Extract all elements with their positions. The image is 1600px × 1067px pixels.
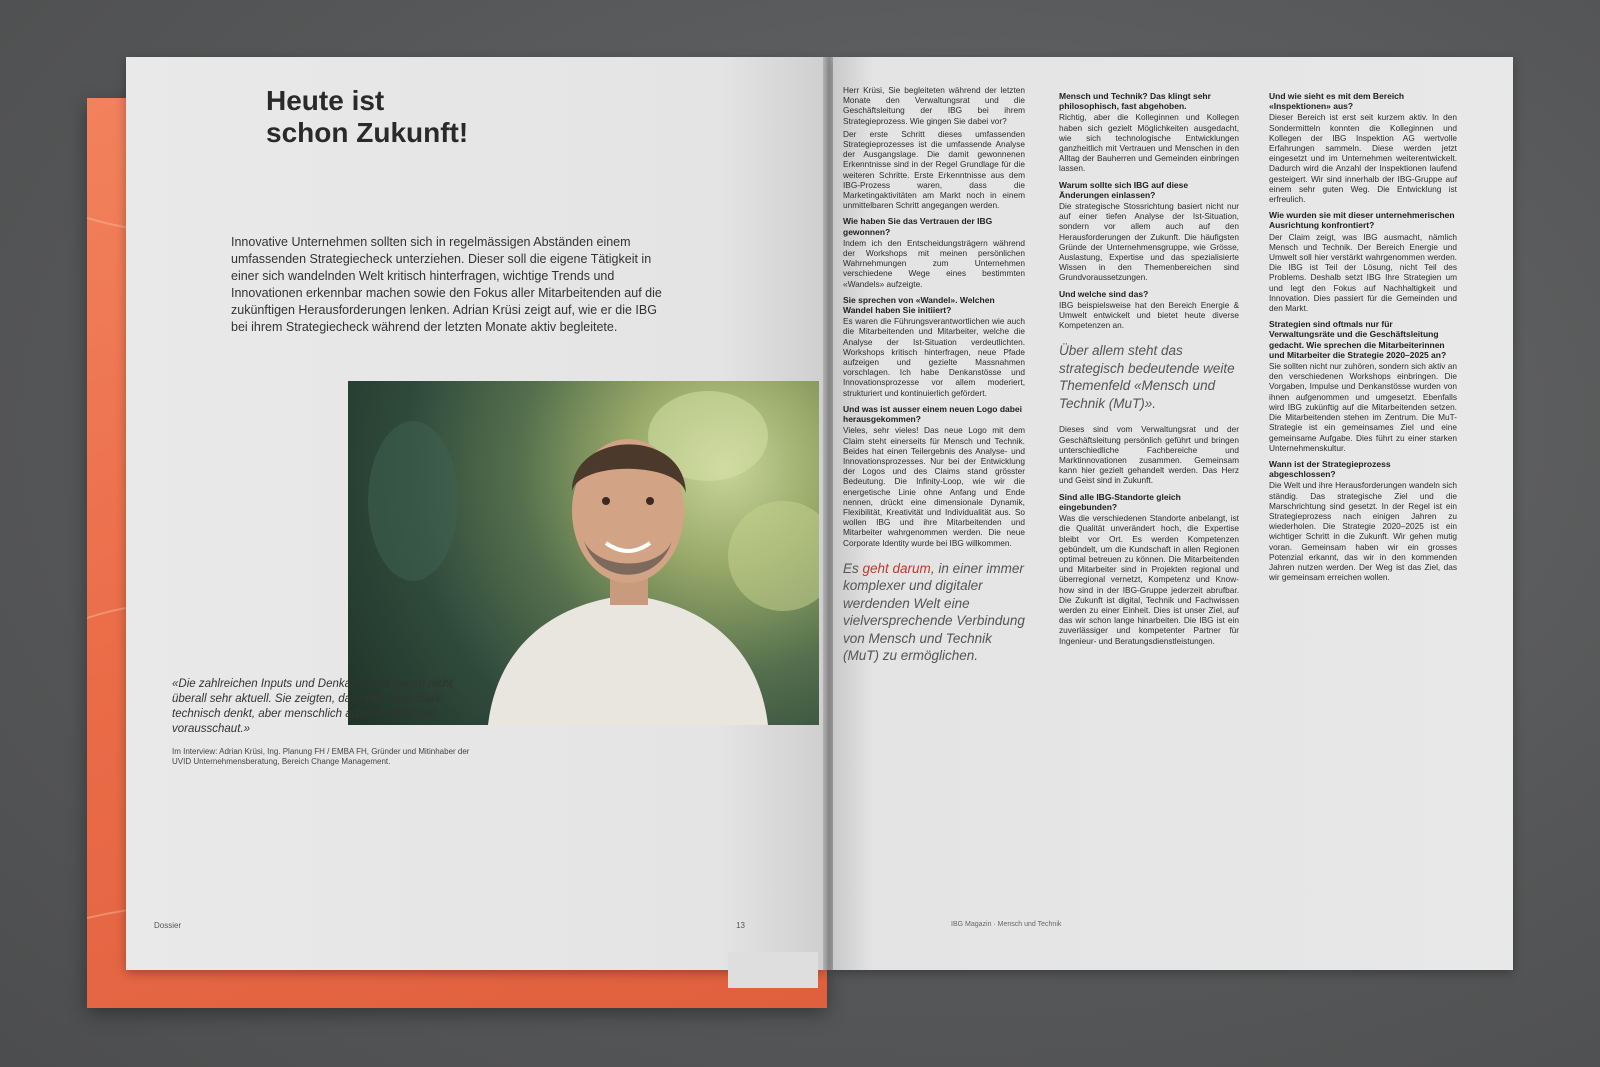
column-paragraph: Dieser Bereich ist erst seit kurzem aktiv. In den Sondermitteln konnten die Kolleginnen und Kollegen der IBG Inspektion AG wertvolle Erfahrungen sammeln. Diese werden jetzt eingesetzt und im Unternehmen weiterentwickelt. Dadurch wird die Anzahl der Inspektionen laufend gesteigert. Wir sind innerhalb der IBG-Gruppe auf einem sehr guten Weg. Die Entwicklung ist erfreulich. [1269, 112, 1457, 205]
column-heading: Sie sprechen von «Wandel». Welchen Wandel haben Sie initiiert? [843, 294, 995, 316]
text-column-2 [1059, 85, 1239, 649]
column-heading: Strategien sind oftmals nur für Verwaltungsräte und die Geschäftsleitung gedacht. Wie sprechen die Mitarbeiterinnen und Mitarbeiter die Strategie 2020–2025 an? [1269, 319, 1447, 360]
column-paragraph: Sie sollten nicht nur zuhören, sondern sich aktiv an den verschiedenen Workshops einbringen. Die Vorgaben, Impulse und Denkanstösse wurden von ihnen aufgenommen und umgesetzt. Ebenfalls wird IBG zukünftig auf die Mitarbeitenden setzen. Die Mitarbeitenden stehen im Zentrum. Die MuT-Strategie ist ein gemeinsames Ziel und eine gemeinsame Aufgabe. Dies führt zu einer starken Unternehmenskultur. [1269, 361, 1457, 453]
column-paragraph: Die Welt und ihre Herausforderungen wandeln sich ständig. Das strategische Ziel und die Marschrichtung sind gesetzt. In der Regel ist ein Strategieprozess nach einigen Jahren zu wiederholen. Die Strategie 2020–2025 ist ein wichtiger Schritt in die Zukunft. Wir gehen mutig voran. Gemeinsam haben wir ein grosses Potenzial erkannt, das wir in den kommenden Jahren nutzen werden. Der Weg ist das Ziel, das wir gemeinsam erreichen wollen. [1269, 480, 1457, 583]
article-title [266, 85, 468, 149]
column-paragraph: Der erste Schritt dieses umfassenden Strategieprozesses ist die umfassende Analyse der Ausgangslage. Die damit gewonnenen Erkenntnisse sind in der Regel Grundlage für die weiteren Schritte. Erste Erkenntnisse aus dem IBG-Prozess waren, dass die Marketingaktivitäten am Markt noch in einem unmittelbaren Schritt angegangen werden. [843, 128, 1025, 211]
lead-paragraph: Innovative Unternehmen sollten sich in regelmässigen Abständen einem umfassenden Strategiecheck unterziehen. Dieser soll die eigene Tätigkeit in einer sich wandelnden Welt kritisch hinterfragen, wichtige Trends und Innovationen erkennbar machen sowie den Fokus aller Mitarbeitenden auf die zukünftigen Herausforderungen lenken. Adrian Krüsi zeigt auf, wie er die IBG bei ihrem Strategiecheck während der letzten Monate aktiv begleitete. [231, 235, 662, 334]
pull-quote-large: Es geht darum, in einer immer komplexer und digitaler werdenden Welt eine vielversprechende Verbindung von Mensch und Technik (MuT) zu ermöglichen. [843, 560, 1025, 664]
title-line-1: Heute ist [266, 85, 385, 116]
text-column-3 [1269, 85, 1457, 585]
column-paragraph: Es waren die Führungsverantwortlichen wie auch die Mitarbeitenden und Mitarbeiter, welche die Analyse der Ist-Situation verdeutlichten. Workshops kritisch hinterfragen, neue Pfade aufzeigen und gezielte Massnahmen vorschlagen. Ich habe Denkanstösse und Innovationsprozesse vor allem moderiert, strukturiert und kontinuierlich gefördert. [843, 316, 1025, 398]
column-paragraph: Herr Krüsi, Sie begleiteten während der letzten Monate den Verwaltungsrat und die Geschäftsleitung der IBG bei ihrem Strategieprozess. Wie gingen Sie dabei vor? [843, 85, 1025, 126]
column-paragraph: Der Claim zeigt, was IBG ausmacht, nämlich Mensch und Technik. Der Bereich Energie und Umwelt soll hier verstärkt wahrgenommen werden. Die IBG ist Teil der Lösung, nicht Teil des Problems. Deshalb setzt IBG Ihre Strategien um und legt den Fokus auf Nachhaltigkeit und Innovation. Dies passiert für die Gemeinden und den Markt. [1269, 231, 1457, 314]
column-heading: Warum sollte sich IBG auf diese Änderungen einlassen? [1059, 179, 1189, 200]
column-heading: Und was ist ausser einem neuen Logo dabei herausgekommen? [843, 403, 1023, 425]
left-page [126, 57, 825, 970]
pull-quote: «Die zahlreichen Inputs und Denkanstösse waren nicht überall sehr aktuell. Sie zeigten, dass IBG zwar stark technisch denkt, aber menschlich arbeitet, wirkt und vorausschaut.» [172, 678, 453, 735]
column-paragraph: Was die verschiedenen Standorte anbelangt, ist die Qualität unverändert hoch, die Expertise bleibt vor Ort. Es werden Kompetenzen gebündelt, um die Kundschaft in allen Regionen optimal betreuen zu können. Die Mitarbeitenden und Mitarbeiter sind in Projekten regional und überregional vernetzt, Kompetenz und Know-how sind in der IBG-Gruppe jederzeit abrufbar. Die Zukunft ist digital, Technik und Fachwissen werden zu einer Einheit. Dies ist unser Ziel, auf das wir schon lange hinarbeiten. Die IBG ist ein zuverlässiger und kompetenter Partner für Ingenieur- und Beratungsdienstleistungen. [1059, 513, 1239, 646]
column-paragraph: Dieses sind vom Verwaltungsrat und der Geschäftsleitung persönlich geführt und bringen unterschiedliche Fachbereiche und Marktinnovationen zusammen. Gemeinsam kann hier gezielt gehandelt werden. Das Herz und Geist sind in Zukunft. [1059, 424, 1239, 486]
column-paragraph: Richtig, aber die Kolleginnen und Kollegen haben sich gezielt Möglichkeiten ausgedacht, wie sich technologische Entwicklungen ganzheitlich mit Vertrauen und Menschen in den Alltag der Bauherren und Gemeinden einbringen lassen. [1059, 112, 1239, 174]
column-heading: Und wie sieht es mit dem Bereich «Inspektionen» aus? [1269, 91, 1405, 112]
title-line-2: schon Zukunft! [266, 117, 469, 148]
column-heading: Mensch und Technik? Das klingt sehr philosophisch, fast abgehoben. [1059, 91, 1211, 112]
right-page [833, 57, 1513, 970]
person-figure [348, 381, 819, 725]
column-paragraph: IBG beispielsweise hat den Bereich Energie & Umwelt entwickelt und bietet heute diverse Kompetenzen an. [1059, 299, 1239, 331]
column-paragraph: Vieles, sehr vieles! Das neue Logo mit dem Claim steht einerseits für Mensch und Technik. Beides hat einen Teilergebnis des Analyse- und Innovationsprozesses. Nur bei der Entwicklung der Logos und des Claims stand grösster Bedeutung. Die Infinity-Loop, wie wir die energetische Linie ohne Anfang und Ende nennen, drückt eine dimensionale Dynamik, Flexibilität, Kreativität und Individualität aus. So wollen IBG und ihre Mitarbeitenden und Mitarbeiter wahrgenommen werden. Die neue Corporate Identity wurde bei IBG willkommen. [843, 425, 1025, 548]
page-label-left: Dossier [154, 921, 182, 930]
column-paragraph: Indem ich den Entscheidungsträgern während der Workshops mit meinen persönlichen Wahrnehmungen zum Unternehmen verschiedene Wege eines bestimmten «Wandels» aufzeigte. [843, 237, 1025, 289]
text-column-1 [843, 85, 1025, 677]
pull-quote-large: Über allem steht das strategisch bedeutende weite Themenfeld «Mensch und Technik (MuT)». [1059, 343, 1235, 411]
page-tab [728, 952, 818, 988]
photo-caption: Im Interview: Adrian Krüsi, Ing. Planung FH / EMBA FH, Gründer und Mitinhaber der UVID Unternehmensberatung, Bereich Change Management. [172, 747, 470, 766]
highlight-text: geht darum [862, 560, 931, 576]
column-heading: Wie haben Sie das Vertrauen der IBG gewonnen? [843, 216, 993, 237]
column-heading: Sind alle IBG-Standorte gleich eingebunden? [1059, 491, 1181, 512]
column-heading: Und welche sind das? [1059, 288, 1149, 299]
portrait-photo [348, 381, 819, 725]
column-heading: Wie wurden sie mit dieser unternehmerischen Ausrichtung konfrontiert? [1269, 210, 1455, 231]
page-number-left: 13 [736, 921, 745, 930]
column-paragraph: Die strategische Stossrichtung basiert nicht nur auf einer tiefen Analyse der Ist-Situation, sondern vor allem auch auf den Herausforderungen der Zukunft. Die häufigsten Gründe der Unternehmensgruppe, wie Grösse, Auslastung, Expertise und das spezialisierte Wissen in den Themenbereichen sind Grundvoraussetzungen. [1059, 201, 1239, 283]
page-footer: IBG Magazin · Mensch und Technik [951, 921, 1062, 928]
column-heading: Wann ist der Strategieprozess abgeschlossen? [1269, 458, 1391, 480]
